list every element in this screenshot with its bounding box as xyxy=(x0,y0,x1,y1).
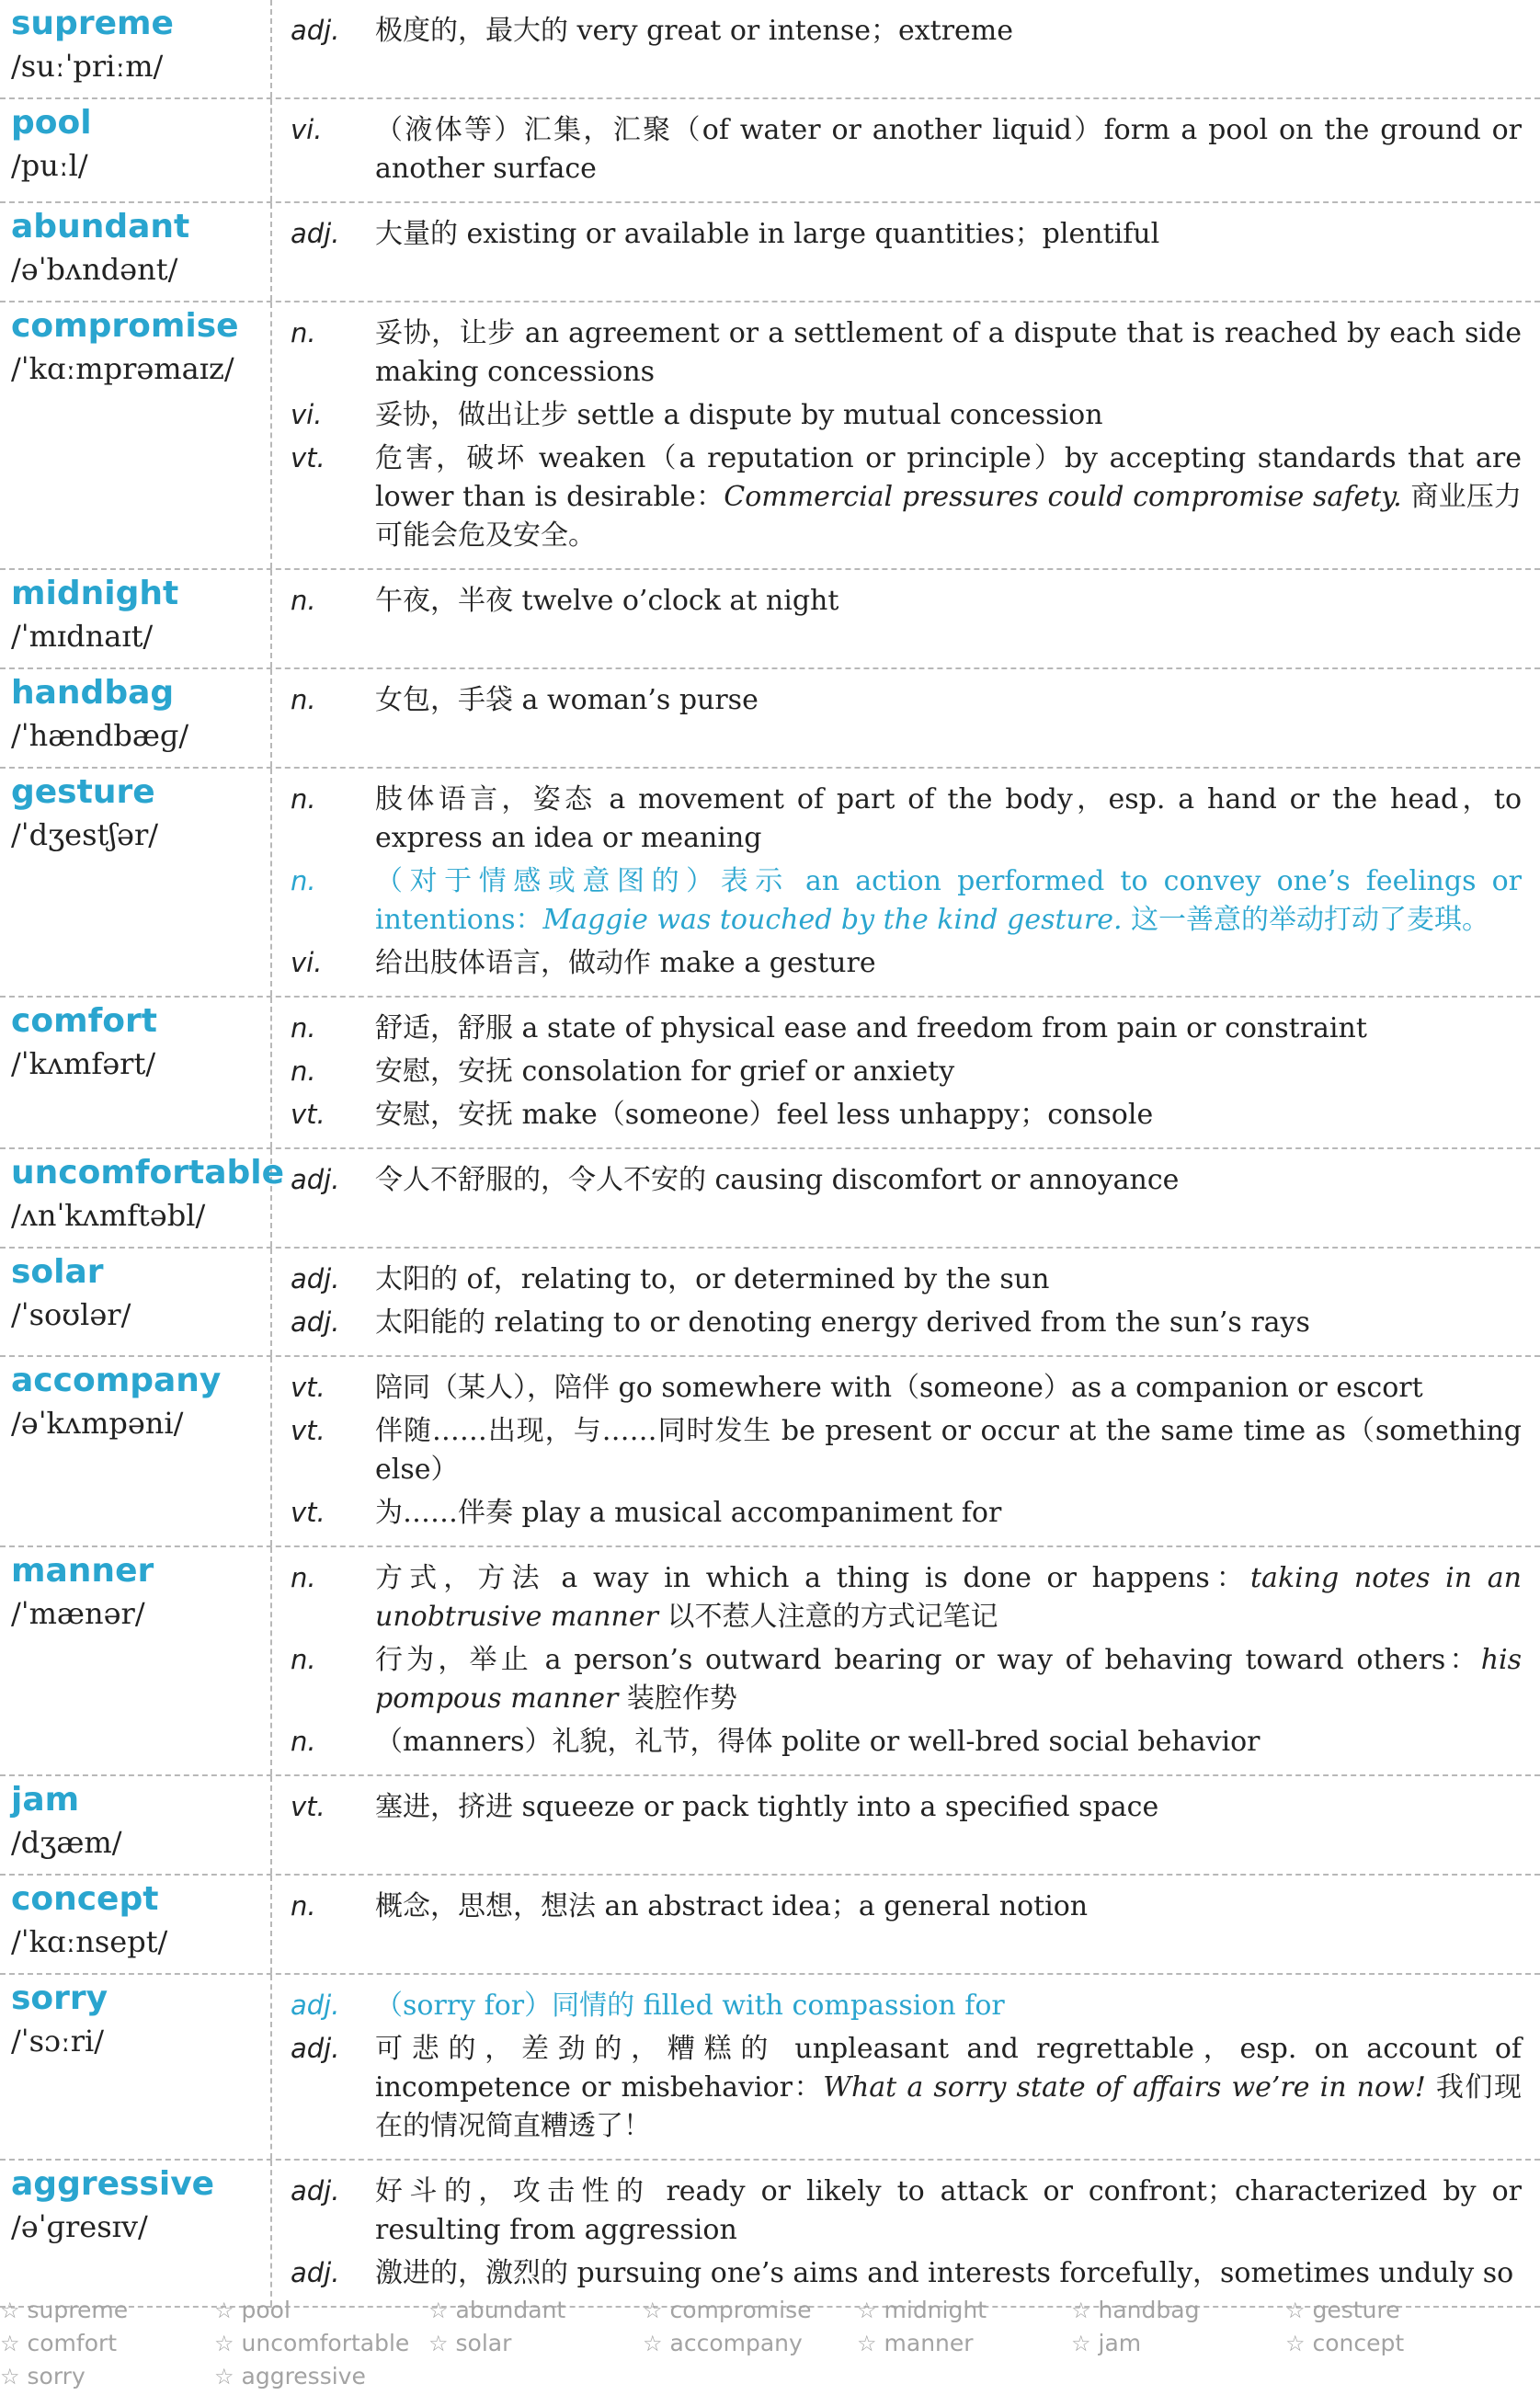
headword: gesture xyxy=(11,773,155,811)
definition-text: 安慰，安抚 consolation for grief or anxiety xyxy=(375,1055,955,1088)
sense xyxy=(285,110,1522,188)
index-word: midnight xyxy=(884,2297,987,2323)
star-icon: ☆ xyxy=(857,2298,877,2323)
entry-gesture xyxy=(0,769,1540,998)
index-word: jam xyxy=(1098,2330,1142,2356)
senses-column xyxy=(272,0,1540,97)
headword-column xyxy=(0,1249,272,1355)
index-word: solar xyxy=(455,2330,512,2356)
index-word: abundant xyxy=(455,2297,566,2323)
definition-text: 太阳的 of，relating to，or determined by the sun xyxy=(375,1263,1050,1295)
headword-column xyxy=(0,1876,272,1973)
part-of-speech: vi. xyxy=(291,114,323,145)
definition-text: 妥协，做出让步 settle a dispute by mutual concession xyxy=(375,399,1103,431)
headword: handbag xyxy=(11,674,175,712)
definition xyxy=(375,12,1522,51)
definition xyxy=(375,111,1522,188)
definition-text: 安慰，安抚 make（someone）feel less unhappy；console xyxy=(375,1099,1154,1131)
example-sentence: taking notes in an unobtrusive manner xyxy=(375,1562,1522,1633)
senses-column xyxy=(272,2161,1540,2306)
example-sentence: What a sorry state of affairs we’re in now! xyxy=(823,2071,1426,2104)
star-icon: ☆ xyxy=(1071,2331,1091,2356)
headword: midnight xyxy=(11,575,179,612)
part-of-speech: n. xyxy=(291,1890,316,1922)
senses-column xyxy=(272,1776,1540,1874)
definition-text: 好斗的，攻击性的 ready or likely to attack or confront；characterized by or resulting from aggression xyxy=(375,2175,1522,2246)
part-of-speech: adj. xyxy=(291,218,340,249)
definition xyxy=(375,396,1522,435)
definition xyxy=(375,1412,1522,1489)
definition xyxy=(375,1788,1522,1827)
headword-column xyxy=(0,1149,285,1247)
part-of-speech: vi. xyxy=(291,399,323,430)
part-of-speech: vt. xyxy=(291,1791,325,1822)
headword: compromise xyxy=(11,307,239,345)
part-of-speech: n. xyxy=(291,585,316,616)
sense xyxy=(285,214,1522,254)
part-of-speech: n. xyxy=(291,1055,316,1087)
headword: accompany xyxy=(11,1362,222,1399)
definition xyxy=(375,781,1522,858)
part-of-speech: adj. xyxy=(291,1306,340,1338)
senses-column xyxy=(272,1975,1540,2159)
part-of-speech: n. xyxy=(291,865,316,896)
star-icon: ☆ xyxy=(0,2331,20,2356)
phonetic: /ˈmɪdnaɪt/ xyxy=(11,619,154,654)
entry-sorry xyxy=(0,1975,1540,2161)
definition-text: 商业压力可能会危及安全。 xyxy=(375,481,1522,552)
definition-text: 给出肢体语言，做动作 make a gesture xyxy=(375,947,876,979)
definition xyxy=(375,2030,1522,2146)
phonetic: /ˈkʌmfərt/ xyxy=(11,1046,156,1081)
definition-text: 极度的，最大的 very great or intense；extreme xyxy=(375,15,1013,47)
index-item-abundant xyxy=(428,2294,643,2327)
definition-text: （manners）礼貌，礼节，得体 polite or well-bred social behavior xyxy=(375,1726,1261,1758)
part-of-speech: vt. xyxy=(291,1415,325,1446)
definition xyxy=(375,1304,1522,1342)
index-item-concept xyxy=(1285,2327,1500,2360)
sense xyxy=(285,581,1522,621)
star-icon: ☆ xyxy=(643,2298,663,2323)
definition-text: 以不惹人注意的方式记笔记 xyxy=(657,1601,998,1633)
part-of-speech: vt. xyxy=(291,1372,325,1403)
phonetic: /ˈsɔːri/ xyxy=(11,2024,105,2059)
definition xyxy=(375,1260,1522,1299)
headword: comfort xyxy=(11,1002,157,1040)
phonetic: /ˈdʒestʃər/ xyxy=(11,817,159,852)
headword: solar xyxy=(11,1253,104,1291)
definition-text: 为……伴奏 play a musical accompaniment for xyxy=(375,1497,1002,1529)
star-icon: ☆ xyxy=(643,2331,663,2356)
definition-text: 女包，手袋 a woman’s purse xyxy=(375,684,759,716)
index-item-solar xyxy=(428,2327,643,2360)
definition xyxy=(375,1369,1522,1408)
headword: jam xyxy=(11,1781,80,1819)
index-item-sorry xyxy=(0,2360,214,2393)
definition xyxy=(375,862,1522,940)
headword: pool xyxy=(11,104,92,142)
entry-concept xyxy=(0,1876,1540,1975)
index-word: uncomfortable xyxy=(241,2330,410,2356)
part-of-speech: n. xyxy=(291,684,316,715)
sense xyxy=(285,1303,1522,1342)
part-of-speech: adj. xyxy=(291,2175,340,2207)
definition xyxy=(375,1161,1522,1200)
star-icon: ☆ xyxy=(1285,2298,1306,2323)
headword-column xyxy=(0,1975,272,2159)
star-icon: ☆ xyxy=(1071,2298,1091,2323)
headword-column xyxy=(0,0,272,97)
headword: sorry xyxy=(11,1979,108,2017)
phonetic: /ˈhændbæɡ/ xyxy=(11,718,189,753)
sense xyxy=(285,1493,1522,1533)
part-of-speech: adj. xyxy=(291,1990,340,2021)
entry-solar xyxy=(0,1249,1540,1357)
sense xyxy=(285,395,1522,435)
senses-column xyxy=(272,203,1540,301)
star-icon: ☆ xyxy=(428,2331,449,2356)
example-sentence: Commercial pressures could compromise safety. xyxy=(724,481,1402,513)
definition-text: 午夜，半夜 twelve o’clock at night xyxy=(375,585,839,617)
phonetic: /ˈmænər/ xyxy=(11,1596,145,1631)
part-of-speech: n. xyxy=(291,1012,316,1044)
definition-text: 概念，思想，想法 an abstract idea；a general notion xyxy=(375,1890,1089,1922)
index-item-midnight xyxy=(857,2294,1071,2327)
sense xyxy=(285,314,1522,392)
part-of-speech: n. xyxy=(291,1726,316,1757)
definition-text: 方式，方法 a way in which a thing is done or happens： xyxy=(375,1562,1250,1594)
phonetic: /əˈɡresɪv/ xyxy=(11,2209,148,2244)
definition xyxy=(375,1494,1522,1533)
definition-text: 行为，举止 a person’s outward bearing or way of behaving toward others： xyxy=(375,1644,1481,1676)
index-item-jam xyxy=(1071,2327,1285,2360)
headword-column xyxy=(0,1776,272,1874)
sense xyxy=(285,680,1522,720)
sense xyxy=(285,1411,1522,1489)
senses-column xyxy=(272,99,1540,201)
headword-column xyxy=(0,570,272,667)
entry-manner xyxy=(0,1547,1540,1776)
definition-text: 塞进，挤进 squeeze or pack tightly into a specified space xyxy=(375,1791,1159,1823)
definition-text: 危害，破坏 weaken（a reputation or principle）by accepting standards that are lower than is desirable： xyxy=(375,442,1522,513)
sense xyxy=(285,1160,1522,1200)
definition-text: 肢体语言，姿态 a movement of part of the body，esp. a hand or the head，to express an idea or meaning xyxy=(375,783,1522,854)
sense xyxy=(285,1052,1522,1091)
sense xyxy=(285,1260,1522,1299)
definition xyxy=(375,1723,1522,1762)
example-sentence: Maggie was touched by the kind gesture. xyxy=(542,904,1123,936)
index-word: compromise xyxy=(669,2297,812,2323)
star-icon: ☆ xyxy=(1285,2331,1306,2356)
senses-column xyxy=(272,1149,1540,1247)
index-item-compromise xyxy=(643,2294,857,2327)
phonetic: /dʒæm/ xyxy=(11,1825,122,1860)
senses-column xyxy=(272,998,1540,1147)
star-icon: ☆ xyxy=(428,2298,449,2323)
sense xyxy=(285,1009,1522,1048)
definition-text: 伴随……出现，与……同时发生 be present or occur at the same time as（something else） xyxy=(375,1415,1522,1486)
entry-midnight xyxy=(0,570,1540,669)
senses-column xyxy=(272,302,1540,568)
headword: concept xyxy=(11,1880,159,1918)
headword-column xyxy=(0,1547,272,1774)
definition-text: 太阳能的 relating to or denoting energy derived from the sun’s rays xyxy=(375,1306,1310,1339)
index-item-supreme xyxy=(0,2294,214,2327)
part-of-speech: vt. xyxy=(291,1099,325,1130)
sense xyxy=(285,861,1522,940)
definition-text: 激进的，激烈的 pursuing one’s aims and interests forcefully，sometimes unduly so xyxy=(375,2257,1514,2289)
sense xyxy=(285,1787,1522,1827)
headword-column xyxy=(0,1357,272,1545)
index-item-uncomfortable xyxy=(214,2327,428,2360)
definition xyxy=(375,681,1522,720)
phonetic: /ˈkɑːmprəmaɪz/ xyxy=(11,351,234,386)
senses-column xyxy=(272,1249,1540,1355)
sense xyxy=(285,11,1522,51)
part-of-speech: adj. xyxy=(291,1263,340,1294)
index-item-pool xyxy=(214,2294,428,2327)
definition xyxy=(375,439,1522,555)
word-index xyxy=(0,2294,1540,2393)
definition xyxy=(375,1096,1522,1135)
sense xyxy=(285,1558,1522,1637)
sense xyxy=(285,1095,1522,1135)
index-word: supreme xyxy=(27,2297,129,2323)
definition xyxy=(375,1009,1522,1048)
star-icon: ☆ xyxy=(214,2364,234,2389)
part-of-speech: n. xyxy=(291,317,316,348)
headword-column xyxy=(0,998,272,1147)
headword-column xyxy=(0,203,272,301)
sense xyxy=(285,1722,1522,1762)
sense xyxy=(285,1368,1522,1408)
entry-handbag xyxy=(0,669,1540,769)
phonetic: /puːl/ xyxy=(11,148,88,183)
part-of-speech: n. xyxy=(291,783,316,815)
part-of-speech: vi. xyxy=(291,947,323,978)
index-word: accompany xyxy=(669,2330,803,2356)
senses-column xyxy=(272,669,1540,767)
headword: uncomfortable xyxy=(11,1154,285,1192)
star-icon: ☆ xyxy=(0,2298,20,2323)
sense xyxy=(285,780,1522,858)
example-sentence: his pompous manner xyxy=(375,1644,1522,1715)
headword-column xyxy=(0,302,272,568)
definition-text: （sorry for）同情的 filled with compassion for xyxy=(375,1990,1005,2022)
index-word: pool xyxy=(241,2297,291,2323)
headword-column xyxy=(0,769,272,996)
definition xyxy=(375,314,1522,392)
sense xyxy=(285,439,1522,555)
part-of-speech: n. xyxy=(291,1562,316,1593)
sense xyxy=(285,943,1522,983)
index-item-handbag xyxy=(1071,2294,1285,2327)
entry-aggressive xyxy=(0,2161,1540,2308)
headword-column xyxy=(0,669,272,767)
headword-column xyxy=(0,2161,272,2306)
definition xyxy=(375,1559,1522,1637)
headword: manner xyxy=(11,1552,154,1590)
definition xyxy=(375,944,1522,983)
index-word: sorry xyxy=(27,2363,86,2389)
part-of-speech: adj. xyxy=(291,2033,340,2064)
definition xyxy=(375,1987,1522,2025)
index-word: gesture xyxy=(1312,2297,1400,2323)
index-item-aggressive xyxy=(214,2360,428,2393)
definition-text: 舒适，舒服 a state of physical ease and freedom from pain or constraint xyxy=(375,1012,1367,1044)
sense xyxy=(285,1887,1522,1926)
headword: supreme xyxy=(11,5,174,42)
sense xyxy=(285,2172,1522,2250)
part-of-speech: vt. xyxy=(291,442,325,473)
star-icon: ☆ xyxy=(214,2331,234,2356)
headword: abundant xyxy=(11,208,190,245)
definition xyxy=(375,215,1522,254)
definition-text: 妥协，让步 an agreement or a settlement of a dispute that is reached by each side making concessions xyxy=(375,317,1522,388)
index-item-comfort xyxy=(0,2327,214,2360)
definition-text: 这一善意的举动打动了麦琪。 xyxy=(1122,904,1490,936)
sense xyxy=(285,2253,1522,2293)
senses-column xyxy=(272,570,1540,667)
entry-supreme xyxy=(0,0,1540,99)
star-icon: ☆ xyxy=(857,2331,877,2356)
definition xyxy=(375,2173,1522,2250)
phonetic: /suːˈpriːm/ xyxy=(11,49,164,84)
entry-jam xyxy=(0,1776,1540,1876)
entry-compromise xyxy=(0,302,1540,570)
phonetic: /əˈkʌmpəni/ xyxy=(11,1406,184,1441)
definition xyxy=(375,1053,1522,1091)
definition-text: 令人不舒服的，令人不安的 causing discomfort or annoyance xyxy=(375,1164,1180,1196)
phonetic: /ˈsoʊlər/ xyxy=(11,1297,131,1332)
entry-accompany xyxy=(0,1357,1540,1547)
part-of-speech: adj. xyxy=(291,2257,340,2288)
phonetic: /əˈbʌndənt/ xyxy=(11,252,178,287)
definition xyxy=(375,1887,1522,1926)
senses-column xyxy=(272,1876,1540,1973)
entry-pool xyxy=(0,99,1540,203)
sense xyxy=(285,2029,1522,2146)
definition-text: 陪同（某人），陪伴 go somewhere with（someone）as a companion or escort xyxy=(375,1372,1423,1404)
index-item-gesture xyxy=(1285,2294,1500,2327)
definition-text: （液体等）汇集，汇聚（of water or another liquid）form a pool on the ground or another surface xyxy=(375,114,1522,185)
phonetic: /ʌnˈkʌmftəbl/ xyxy=(11,1198,206,1233)
index-word: handbag xyxy=(1098,2297,1200,2323)
index-word: comfort xyxy=(27,2330,118,2356)
definition-text: 我们现在的情况简直糟透了！ xyxy=(375,2071,1522,2142)
star-icon: ☆ xyxy=(214,2298,234,2323)
part-of-speech: adj. xyxy=(291,15,340,46)
definition-text: 可悲的，差劲的，糟糕的 unpleasant and regrettable，esp. on account of incompetence or misbehavior： xyxy=(375,2033,1522,2104)
sense xyxy=(285,1986,1522,2025)
entry-comfort xyxy=(0,998,1540,1149)
headword: aggressive xyxy=(11,2165,215,2203)
part-of-speech: n. xyxy=(291,1644,316,1675)
entry-uncomfortable xyxy=(0,1149,1540,1249)
definition xyxy=(375,582,1522,621)
star-icon: ☆ xyxy=(0,2364,20,2389)
definition xyxy=(375,1641,1522,1718)
part-of-speech: adj. xyxy=(291,1164,340,1195)
phonetic: /ˈkɑːnsept/ xyxy=(11,1924,168,1959)
entry-abundant xyxy=(0,203,1540,302)
definition-text: 大量的 existing or available in large quantities；plentiful xyxy=(375,218,1160,250)
sense xyxy=(285,1640,1522,1718)
senses-column xyxy=(272,769,1540,996)
definition xyxy=(375,2254,1522,2293)
index-word: aggressive xyxy=(241,2363,366,2389)
senses-column xyxy=(272,1547,1540,1774)
index-item-accompany xyxy=(643,2327,857,2360)
index-item-manner xyxy=(857,2327,1071,2360)
index-word: manner xyxy=(884,2330,974,2356)
part-of-speech: vt. xyxy=(291,1497,325,1528)
definition-text: （对于情感或意图的）表示 an action performed to convey one’s feelings or intentions： xyxy=(375,865,1522,936)
headword-column xyxy=(0,99,272,201)
definition-text: 装腔作势 xyxy=(618,1682,737,1715)
index-word: concept xyxy=(1312,2330,1405,2356)
senses-column xyxy=(272,1357,1540,1545)
